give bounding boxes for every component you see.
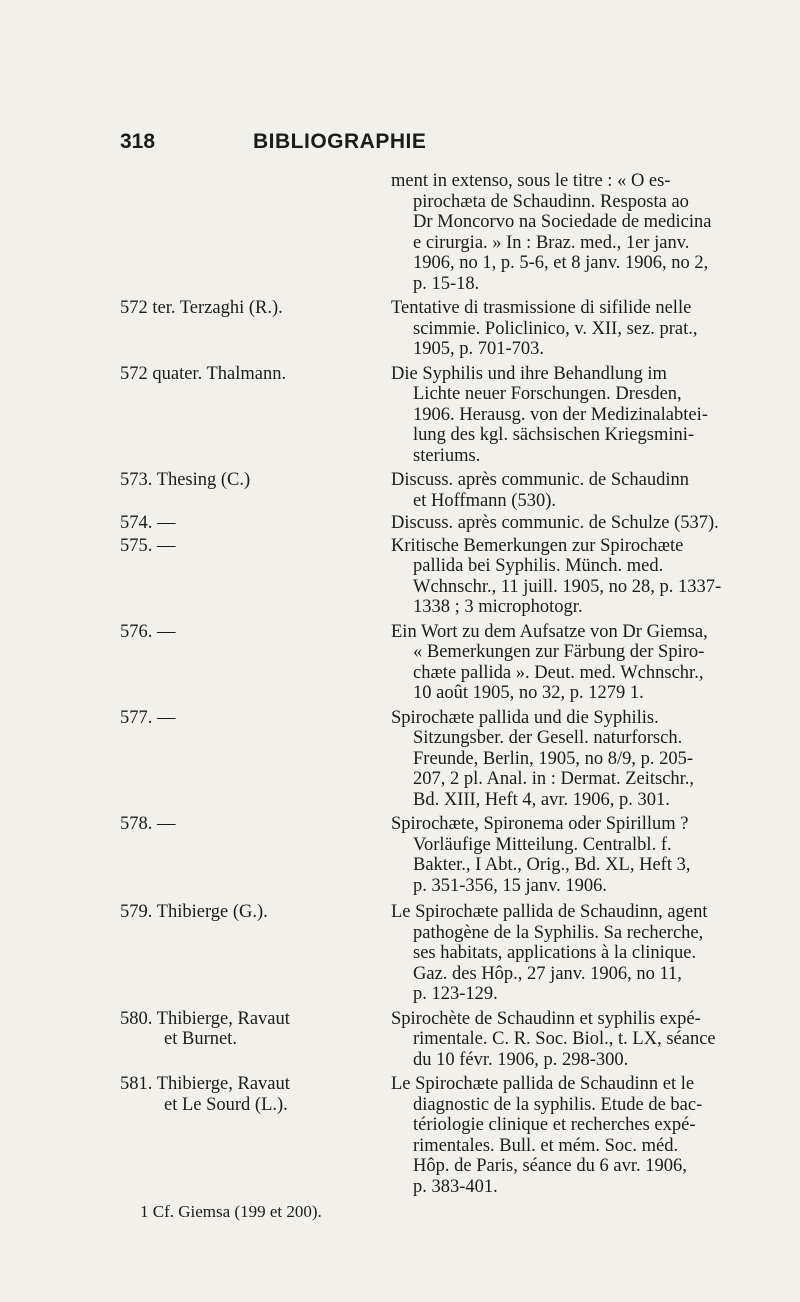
entry-line: ses habitats, applications à la clinique. <box>413 943 697 963</box>
entry-line: p. 123-129. <box>413 984 498 1004</box>
entry-line: diagnostic de la syphilis. Etude de bac- <box>413 1094 703 1115</box>
entry-line: Wchnschr., 11 juill. 1905, no 28, p. 1337- <box>413 576 722 597</box>
bibliography-entry <box>120 513 760 534</box>
entry-author: 573. Thesing (C.) <box>120 470 251 490</box>
entry-coauthor: et Le Sourd (L.). <box>164 1094 288 1115</box>
entry-text <box>391 708 755 811</box>
entry-text <box>391 298 755 360</box>
page-header <box>120 130 740 156</box>
entry-line: Die Syphilis und ihre Behandlung im <box>391 363 667 384</box>
bibliography-entry <box>120 622 760 704</box>
bibliography-entry <box>120 1009 760 1071</box>
entry-text <box>391 171 755 294</box>
entry-line: 1906, no 1, p. 5-6, et 8 janv. 1906, no 2, <box>413 253 709 273</box>
entry-label <box>120 513 380 534</box>
entry-author: 574. — <box>120 513 176 533</box>
entry-line: Tentative di trasmissione di sifilide nelle <box>391 298 692 318</box>
entry-line: tériologie clinique et recherches expé- <box>413 1115 696 1135</box>
bibliography-entry <box>120 364 760 467</box>
entry-label <box>120 708 380 729</box>
entry-line: ment in extenso, sous le titre : « O es- <box>391 171 671 191</box>
entry-line: Discuss. après communic. de Schulze (537). <box>391 513 719 533</box>
entry-text <box>391 470 755 511</box>
footnote: 1 Cf. Giemsa (199 et 200). <box>140 1202 322 1221</box>
entry-label <box>120 902 380 923</box>
entry-line: pallida bei Syphilis. Münch. med. <box>413 556 664 576</box>
entry-line: Freunde, Berlin, 1905, no 8/9, p. 205- <box>413 748 694 769</box>
entry-line: p. 351-356, 15 janv. 1906. <box>413 875 608 896</box>
entry-line: Spirochæte pallida und die Syphilis. <box>391 707 659 728</box>
entry-line: pathogène de la Syphilis. Sa recherche, <box>413 922 704 943</box>
entry-line: p. 383-401. <box>413 1176 498 1197</box>
entry-coauthor: et Burnet. <box>164 1029 237 1049</box>
bibliography-entry <box>120 708 760 811</box>
entry-text <box>391 622 755 704</box>
entry-line: et Hoffmann (530). <box>413 490 556 511</box>
entry-label <box>120 622 380 643</box>
entry-text <box>391 364 755 467</box>
bibliography-entry <box>120 171 760 294</box>
entry-line: lung des kgl. sächsischen Kriegsmini- <box>413 425 695 445</box>
bibliography-entry <box>120 814 760 896</box>
entry-label <box>120 814 380 835</box>
entry-line: Bd. XIII, Heft 4, avr. 1906, p. 301. <box>413 789 670 810</box>
entry-author: 577. — <box>120 707 176 728</box>
entry-author: 572 quater. Thalmann. <box>120 363 287 384</box>
entry-author: 572 ter. Terzaghi (R.). <box>120 298 283 318</box>
entry-text <box>391 1009 755 1071</box>
entry-line: pirochæta de Schaudinn. Resposta ao <box>413 191 689 212</box>
entry-line: Kritische Bemerkungen zur Spirochæte <box>391 535 684 556</box>
entry-line: du 10 févr. 1906, p. 298-300. <box>413 1049 629 1070</box>
entry-text <box>391 814 755 896</box>
entry-line: Dr Moncorvo na Sociedade de medicina <box>413 212 712 232</box>
entry-line: Spirochète de Schaudinn et syphilis expé- <box>391 1008 701 1029</box>
entry-label <box>120 364 380 385</box>
entry-line: Lichte neuer Forschungen. Dresden, <box>413 384 682 404</box>
entry-text <box>391 513 755 534</box>
bibliography-entry <box>120 902 760 1005</box>
entry-line: chæte pallida ». Deut. med. Wchnschr., <box>413 662 704 683</box>
entry-line: Vorläufige Mitteilung. Centralbl. f. <box>413 834 672 855</box>
entry-line: steriums. <box>413 445 481 466</box>
entry-line: Ein Wort zu dem Aufsatze von Dr Giemsa, <box>391 621 708 642</box>
entry-author: 578. — <box>120 814 176 834</box>
entry-author: 581. Thibierge, Ravaut <box>120 1074 290 1094</box>
entry-line: 1906. Herausg. von der Medizinalabtei- <box>413 404 708 425</box>
entry-line: rimentale. C. R. Soc. Biol., t. LX, séance <box>413 1029 716 1049</box>
entry-line: Hôp. de Paris, séance du 6 avr. 1906, <box>413 1156 687 1176</box>
entry-line: 207, 2 pl. Anal. in : Dermat. Zeitschr., <box>413 769 695 789</box>
entry-line: Discuss. après communic. de Schaudinn <box>391 470 689 490</box>
entry-text <box>391 1074 755 1197</box>
entry-text <box>391 536 755 618</box>
entry-label <box>120 536 380 557</box>
entry-line: scimmie. Policlinico, v. XII, sez. prat., <box>413 318 698 339</box>
bibliography-entry <box>120 536 760 618</box>
entry-line: Le Spirochæte pallida de Schaudinn et le <box>391 1074 695 1094</box>
entry-author: 576. — <box>120 621 176 642</box>
entry-label <box>120 298 380 319</box>
entry-line: Gaz. des Hôp., 27 janv. 1906, no 11, <box>413 963 682 984</box>
bibliography-list <box>120 168 760 1197</box>
page-number: 318 <box>120 130 156 153</box>
entry-line: Bakter., I Abt., Orig., Bd. XL, Heft 3, <box>413 855 691 875</box>
entry-label <box>120 1074 380 1115</box>
entry-text <box>391 902 755 1005</box>
entry-line: rimentales. Bull. et mém. Soc. méd. <box>413 1135 679 1156</box>
entry-author: 579. Thibierge (G.). <box>120 902 268 922</box>
entry-line: e cirurgia. » In : Braz. med., 1er janv. <box>413 232 690 253</box>
entry-line: 10 août 1905, no 32, p. 1279 1. <box>413 683 644 703</box>
entry-author: 575. — <box>120 535 176 556</box>
bibliography-entry <box>120 1074 760 1197</box>
entry-line: 1338 ; 3 microphotogr. <box>413 597 583 617</box>
entry-line: Sitzungsber. der Gesell. naturforsch. <box>413 728 683 748</box>
running-title: BIBLIOGRAPHIE <box>253 130 427 153</box>
entry-line: « Bemerkungen zur Färbung der Spiro- <box>413 642 705 662</box>
entry-line: Le Spirochæte pallida de Schaudinn, agent <box>391 902 708 922</box>
entry-label <box>120 470 380 491</box>
entry-line: 1905, p. 701-703. <box>413 339 545 359</box>
bibliography-entry <box>120 470 760 511</box>
entry-line: Spirochæte, Spironema oder Spirillum ? <box>391 814 689 834</box>
entry-label <box>120 1009 380 1050</box>
entry-line: p. 15-18. <box>413 273 480 294</box>
entry-author: 580. Thibierge, Ravaut <box>120 1008 290 1029</box>
bibliography-entry <box>120 298 760 360</box>
